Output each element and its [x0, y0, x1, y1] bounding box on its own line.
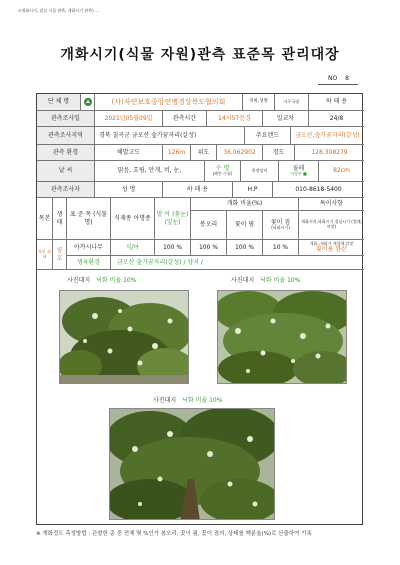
number-underline: [318, 84, 358, 85]
row-type: 양 호: [53, 240, 67, 270]
plant-name: 아까시나무: [67, 240, 111, 256]
measurement-note: ※ 개화정도 측정방법 : 관찰한 종 중 전체 몇 %인가 봉오리, 꽃이 핌, 꽃이 짐의, 상태를 백분율(%)로 산출하여 기록: [36, 531, 312, 537]
record-sheet: [36, 93, 363, 525]
photo3-caption-b: 낙화 비율 10%: [182, 397, 223, 404]
record-number: [328, 75, 349, 82]
number-value: 8: [345, 75, 349, 82]
lat-value: 36.062902: [217, 145, 263, 161]
alt-label: 해발고도: [95, 145, 163, 161]
th-mok: 목본: [37, 198, 53, 240]
rep-label: 직위,성명: [243, 94, 275, 111]
phone-value: 010-8618-5400: [273, 182, 364, 198]
tree-photo-1: [60, 291, 189, 384]
row-label: 목본 생태: [37, 240, 53, 270]
obs-time-label: 관측시간: [163, 111, 207, 127]
fall-value: 10 %: [263, 240, 299, 256]
th-fall: 꽃이 짐: [270, 219, 291, 226]
bud-value: 100 %: [191, 240, 227, 256]
tree-photo-2: [218, 291, 347, 384]
temp-value: 24/8: [309, 111, 364, 127]
landmark-value: 금오산,숲가꿈자리(갈성): [291, 127, 364, 145]
th-bud: 봉오리: [191, 211, 227, 240]
wind-sub: (해안·수평): [212, 171, 233, 177]
photo-1: [59, 290, 189, 384]
circ-cell: [279, 161, 319, 182]
photo1-caption-b: 낙화 비율 10%: [96, 277, 137, 284]
region-value: 경북 칠곡군 금오산 숲가꿈자리(갈성): [95, 127, 245, 145]
surveyor-name: 하 태 용: [163, 182, 233, 198]
org-logo: [81, 94, 95, 111]
rep-role: 사무국장: [275, 94, 309, 111]
number-label: NO: [328, 75, 338, 82]
bloom-value: 100 %: [227, 240, 263, 256]
photo3-caption: [153, 395, 222, 404]
header-note: <개화시기, 결실 식물 관측, 개화시기 관측) ...: [18, 8, 99, 13]
obs-date-label: 관측조사일: [37, 111, 95, 127]
special-top: 개화,,개화가 계절에 알맞: [309, 240, 354, 246]
special-value: 꽃이름 완산: [316, 246, 347, 254]
hum-label: 측정장치: [241, 161, 279, 182]
obs-date: 2021년05월09일: [95, 111, 163, 127]
lon-value: 128.308279: [295, 145, 364, 161]
landmark-label: 주요랜드: [245, 127, 291, 145]
circ-value: 82cm: [319, 161, 364, 182]
grow-env-label: 생육환경: [67, 256, 111, 270]
th-saeng: 생태: [53, 198, 67, 240]
photo1-caption-a: 사진대지: [67, 277, 91, 284]
special-cell: [299, 240, 364, 256]
photo-3: [109, 408, 275, 520]
env-label: 관측 환경: [37, 145, 95, 161]
circ-label: 둘레: [292, 165, 305, 172]
th-fall-cell: [263, 211, 299, 240]
hum-value: 지상부 ■: [290, 171, 307, 177]
photo2-caption-a: 사진대지: [231, 277, 255, 284]
th-special: 특이사항: [299, 198, 364, 211]
th-flower-rate: 개화 비율(%): [191, 198, 299, 211]
tree-photo-3: [110, 409, 275, 520]
region-label: 관측조사지역: [37, 127, 95, 145]
org-name: (사)자연보호중앙연맹경상북도협의회: [95, 94, 243, 111]
th-bloom: 꽃이 핌: [227, 211, 263, 240]
obs-time: 14시57분경: [207, 111, 263, 127]
photo2-caption: [231, 275, 300, 284]
photo2-caption-b: 낙화 비율 10%: [260, 277, 301, 284]
wind-label: 수 명: [215, 165, 230, 172]
wind-cell: [205, 161, 241, 182]
page-title: 개화시기(식물 자원)관측 표준목 관리대장: [60, 47, 340, 63]
phone-label: H.P: [233, 182, 273, 198]
org-logo-icon: [83, 97, 93, 107]
th-fall-sub: (낙화시기): [271, 225, 290, 231]
th-special-sub: 개화시작,낙화시기 결실시기 (열매,씨앗): [299, 211, 364, 240]
photo-2: [217, 290, 347, 384]
surveyor-name-label: 성 명: [95, 182, 163, 198]
weather-label: 날 씨: [37, 161, 95, 182]
temp-label: 일교차: [263, 111, 309, 127]
org-label: 단 체 명: [37, 94, 81, 111]
lon-label: 경도: [263, 145, 295, 161]
plant-sci: 식/아: [111, 240, 155, 256]
photo1-caption: [67, 275, 136, 284]
lat-label: 위도: [191, 145, 217, 161]
rep-name: 하 태 용: [309, 94, 364, 111]
weather-value: 맑음, 흐림, 안개, 비, 눈,: [95, 161, 205, 182]
photo3-caption-a: 사진대지: [153, 397, 177, 404]
th-scientific: 식재종 아명종: [111, 198, 155, 240]
th-standard-tree: 표 준 목 (식물명): [67, 198, 111, 240]
grow-env-value: 금오산 숲가꿈자리(갈성) / 양지 /: [111, 256, 364, 270]
alt-value: 126m: [163, 145, 191, 161]
th-germination: 발 아 (꽃눈) (잎눈): [155, 198, 191, 240]
surveyor-label: 관측조사자: [37, 182, 95, 198]
germination-value: 100 %: [155, 240, 191, 256]
